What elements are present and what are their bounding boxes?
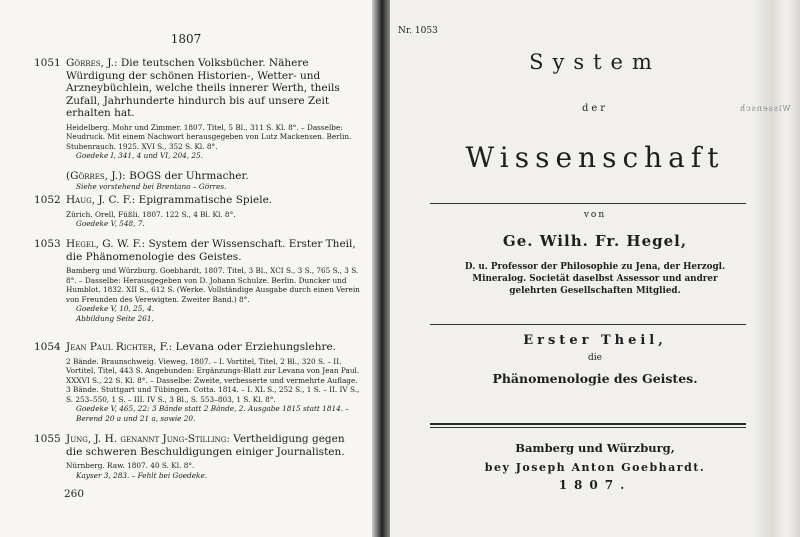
entry-number: 1054 [34,341,61,353]
left-page [0,0,372,537]
entry-title: System der Wissenschaft. Erster Theil, die Phänomenologie des Geistes. [66,238,356,263]
title-double-rule [430,427,746,428]
title-wissenschaft: Wissenschaft [465,141,725,174]
author-role-line-2: Mineralog. Societät daselbst Assessor und andrer [472,274,718,284]
entry-author: Haug, J. C. F.: [66,194,136,206]
author-role-line-1: D. u. Professor der Philosophie zu Jena, der Herzogl. [464,262,726,272]
entry-number: 1055 [34,433,61,445]
entry-citation: Goedeke V, 548, 7. [76,219,145,228]
title-author: Ge. Wilh. Fr. Hegel, [502,232,688,250]
entry-imprint: Zürich. Orell, Füßli. 1807. 122 S., 4 Bl. Kl. 8°. [66,209,236,219]
page-edge-shadow [738,0,800,537]
entry-imprint: Heidelberg. Mohr und Zimmer. 1807. Titel, 5 Bl., 311 S. Kl. 8°. – Dasselbe: Neudruck. Mit einem Nachwort herausgegeben von Lutz Mackensen. Berlin. Stubenrauch. 1925. XVI S., 352 S. Kl. 8°. [66,122,352,151]
page-number: 260 [64,488,85,500]
entry-imprint: Bamberg und Würzburg. Goebhardt, 1807. Titel, 3 Bl., XCI S., 3 S., 765 S., 3 S. 8°. – Dasselbe: Herausgegeben von D. Johann Schulze. Berlin. Duncker und Humblot. 1832. XII S., 612 S. (Werke. Vollständige Ausgabe durch einen Verein von Freunden des Verewigten. Zweiter Band.) 8°. [66,266,360,304]
xref-citation: Siehe vorstehend bei Brentano – Görres. [76,182,227,191]
entry-author: Görres, J.: [66,57,118,69]
entry-heading [66,433,364,458]
entry-citation: Goedeke V, 465, 22: 3 Bände statt 2 Bände, 2. Ausgabe 1815 statt 1814. – Berend 20 a und 21 a, sowie 20. [76,404,350,423]
title-rule [430,203,746,204]
entry-number: 1052 [34,194,61,206]
imprint-publisher: bey Joseph Anton Goebhardt. [484,461,706,474]
title-double-rule [430,423,746,425]
imprint-year: 1807. [558,478,632,492]
entry-number: 1051 [34,57,61,69]
entry-xref [66,170,364,183]
entry-title: Vertheidigung gegen die schweren Beschuldigungen einiger Journalisten. [66,433,345,458]
entry-imprint: 2 Bände. Braunschweig. Vieweg. 1807. – I. Vortitel, Titel, 2 Bl., 320 S. – II. Vortitel, Titel, 443 S. Angebunden: Ergänzungs-Blatt zur Levana von Jean Paul. XXXVI S., 22 S. Kl. 8°. – Dasselbe: Zweite, verbesserte und vermehrte Auflage. 3 Bände. Stuttgart und Tübingen. Cotta. 1814. – I. XL S., 252 S., 1 S. – II. IV S., S. 253–550, 1 S. – III. IV S., 3 Bl., S. 553–803, 1 S. Kl. 8°. [66,356,360,404]
title-von: von [583,210,607,220]
title-system: System [529,50,661,74]
entry-title: Epigrammatische Spiele. [138,194,273,206]
title-part: Erster Theil, [523,333,667,348]
entry-imprint: Nürnberg. Raw. 1807. 40 S. Kl. 8°. [66,461,195,470]
entry-citation: Goedeke I, 341, 4 und VI, 204, 25. [76,151,203,160]
imprint-place: Bamberg und Würzburg, [515,441,675,455]
entry-number: 1053 [34,238,61,250]
entry-heading [66,194,364,207]
entry-citation: Kayser 3, 283. – Fehlt bei Goedeke. [76,470,208,480]
xref-title: BOGS der Uhrmacher. [129,169,249,182]
entry-author: Jean Paul Richter, F.: [66,341,173,353]
entry-title: Die teutschen Volksbücher. Nähere Würdigung der schönen Historien-, Wetter- und Arzneybüchlein, welche theils innerer Werth, theils Zufall, Jahrhunderte hindurch bis auf unsere Zeit erhalten hat. [66,57,340,119]
author-role [390,261,800,297]
entry-heading [66,238,364,263]
entry-heading [66,57,364,120]
title-die: die [588,353,602,363]
entry-citation: Goedeke V, 10, 25, 4. [76,304,155,313]
xref-author: (Görres, J.): [66,169,126,182]
page-header-year: 1807 [170,32,202,46]
right-page-title-facsimile [390,0,800,537]
entry-author: Jung, J. H. genannt Jung-Stilling: [66,433,230,445]
entry-heading [66,341,364,354]
book-gutter [372,0,390,537]
title-der: der [581,103,609,114]
title-rule [430,324,746,325]
bleed-through-text: Wissensch [738,104,790,113]
plate-number: Nr. 1053 [398,26,438,36]
author-role-line-3: gelehrten Gesellschaften Mitglied. [509,286,681,296]
entry-title: Levana oder Erziehungslehre. [175,341,337,353]
title-phaenomenologie: Phänomenologie des Geistes. [492,371,698,386]
entry-illustration-ref: Abbildung Seite 261. [76,313,154,323]
entry-author: Hegel, G. W. F.: [66,238,146,250]
